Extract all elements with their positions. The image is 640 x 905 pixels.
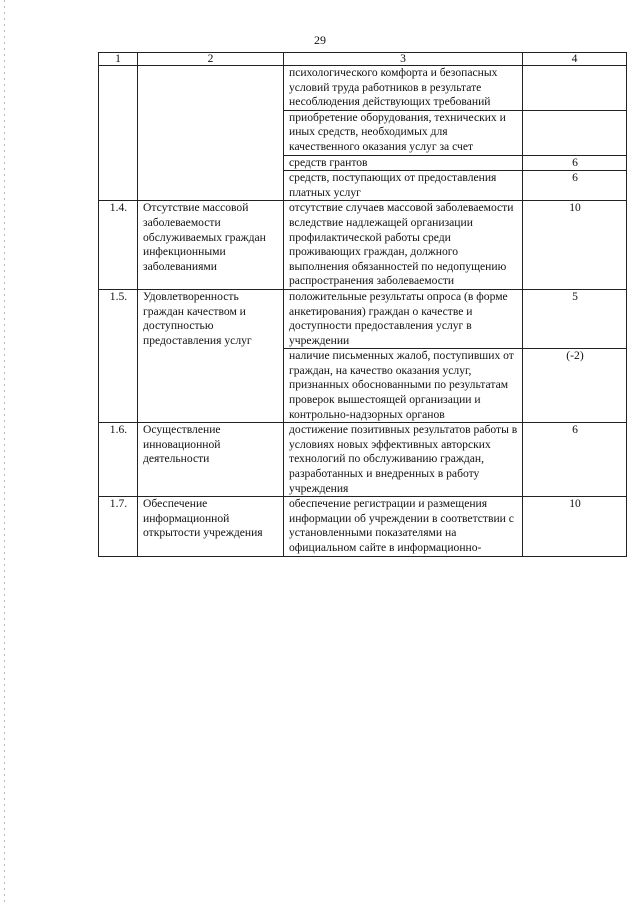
table-row bbox=[99, 289, 627, 348]
criterion-text: достижение позитивных результатов работы в условиях новых эффективных авторских технологий по обслуживанию граждан, разработанных и внедренных в работу учреждения bbox=[284, 423, 523, 497]
criterion-score: 6 bbox=[523, 171, 627, 201]
table-row bbox=[99, 497, 627, 556]
criterion-text: приобретение оборудования, технических и иных средств, необходимых для качественного оказания услуг за счет bbox=[284, 110, 523, 155]
criterion-score: 6 bbox=[523, 155, 627, 171]
criterion-text: наличие письменных жалоб, поступивших от граждан, на качество оказания услуг, признанных обоснованными по результатам проверок вышестоящей организации и контрольно-надзорных органов bbox=[284, 349, 523, 423]
criterion-text: средств грантов bbox=[284, 155, 523, 171]
scan-margin-mark bbox=[4, 0, 5, 905]
header-col-1: 1 bbox=[99, 53, 138, 66]
page-number: 29 bbox=[314, 33, 326, 47]
header-col-4: 4 bbox=[523, 53, 627, 66]
criterion-text: отсутствие случаев массовой заболеваемости вследствие надлежащей организации профилактической работы среди проживающих граждан, должного выполнения обязанностей по недопущению распространения заболеваемости bbox=[284, 201, 523, 290]
indicator-cell: Обеспечение информационной открытости учреждения bbox=[138, 497, 284, 556]
table-row bbox=[99, 423, 627, 497]
row-number-cell: 1.5. bbox=[99, 289, 138, 422]
criterion-score bbox=[523, 110, 627, 155]
criterion-text: обеспечение регистрации и размещения информации об учреждении в соответствии с установленными показателями на официальном сайте в информационно- bbox=[284, 497, 523, 556]
indicator-cell bbox=[138, 66, 284, 201]
row-number-cell: 1.4. bbox=[99, 201, 138, 290]
indicator-cell: Осуществление инновационной деятельности bbox=[138, 423, 284, 497]
criterion-score: 10 bbox=[523, 201, 627, 290]
criterion-text: положительные результаты опроса (в форме анкетирования) граждан о качестве и доступности предоставления услуг в учреждении bbox=[284, 289, 523, 348]
row-number-cell bbox=[99, 66, 138, 201]
row-number-cell: 1.7. bbox=[99, 497, 138, 556]
criterion-score: 5 bbox=[523, 289, 627, 348]
table-row bbox=[99, 66, 627, 111]
row-number-cell: 1.6. bbox=[99, 423, 138, 497]
criterion-text: средств, поступающих от предоставления платных услуг bbox=[284, 171, 523, 201]
criterion-score: 10 bbox=[523, 497, 627, 556]
criterion-score bbox=[523, 66, 627, 111]
criteria-table bbox=[98, 52, 627, 557]
table-row bbox=[99, 201, 627, 290]
table-header-row bbox=[99, 53, 627, 66]
criterion-score: 6 bbox=[523, 423, 627, 497]
indicator-cell: Отсутствие массовой заболеваемости обслуживаемых граждан инфекционными заболеваниями bbox=[138, 201, 284, 290]
criterion-score: (-2) bbox=[523, 349, 627, 423]
header-col-2: 2 bbox=[138, 53, 284, 66]
criterion-text: психологического комфорта и безопасных условий труда работников в результате несоблюдения действующих требований bbox=[284, 66, 523, 111]
indicator-cell: Удовлетворенность граждан качеством и доступностью предоставления услуг bbox=[138, 289, 284, 422]
header-col-3: 3 bbox=[284, 53, 523, 66]
